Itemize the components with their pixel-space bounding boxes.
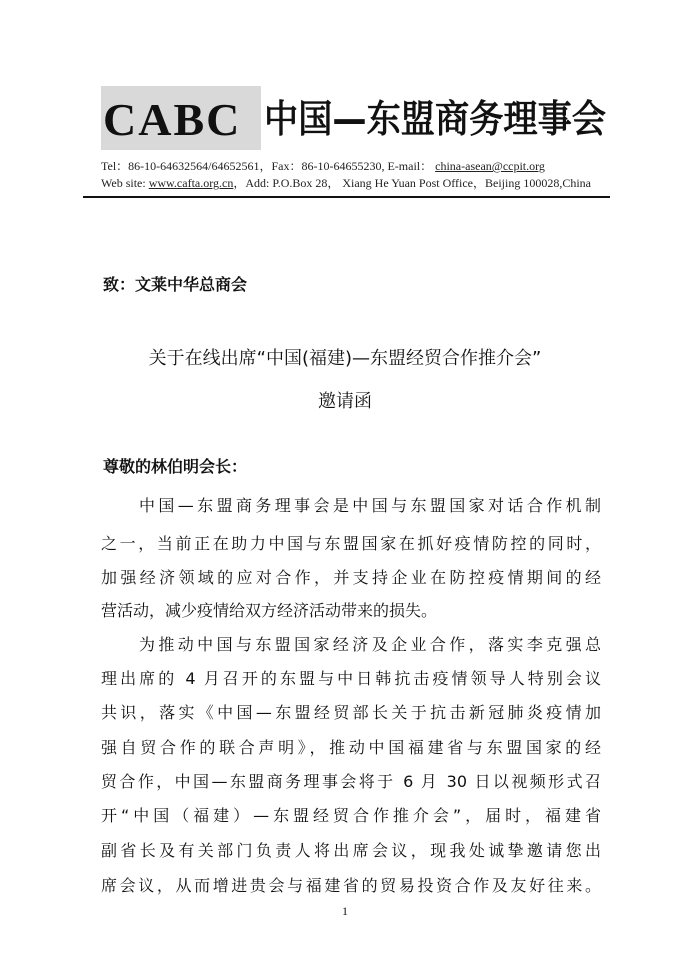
web-label: Web site: (101, 176, 149, 190)
body-line: 中国—东盟商务理事会是中国与东盟国家对话合作机制 (139, 496, 601, 515)
contact-line-web (101, 175, 591, 191)
body-line: 共识，落实《中国—东盟经贸部长关于抗击新冠肺炎疫情加 (101, 703, 601, 722)
body-line: 为推动中国与东盟国家经济及企业合作，落实李克强总 (139, 635, 601, 654)
body-line: 贸合作，中国—东盟商务理事会将于 6 月 30 日以视频形式召 (101, 772, 601, 791)
contact-line-tel (101, 158, 545, 174)
body-line: 强自贸合作的联合声明》，推动中国福建省与东盟国家的经 (101, 738, 601, 757)
website-link[interactable]: www.cafta.org.cn (148, 176, 234, 190)
letterhead-divider (83, 196, 610, 198)
cabc-logo: CABC (103, 94, 242, 145)
recipient: 致：文莱中华总商会 (103, 275, 248, 294)
body-line: 之一，当前正在助力中国与东盟国家在抓好疫情防控的同时， (101, 534, 601, 553)
body-line: 理出席的 4 月召开的东盟与中日韩抗击疫情领导人特别会议 (101, 669, 601, 688)
salutation: 尊敬的林伯明会长： (103, 457, 248, 476)
address-text: ，Add: P.O.Box 28， Xiang He Yuan Post Office，Beijing 100028,China (233, 176, 591, 190)
tel-fax-text: Tel：86-10-64632564/64652561，Fax：86-10-64655230, E-mail： (101, 159, 433, 173)
organization-name: 中国—东盟商务理事会 (264, 97, 607, 141)
email-link[interactable]: china-asean@ccpit.org (435, 159, 545, 173)
body-line: 加强经济领域的应对合作，并支持企业在防控疫情期间的经 (101, 568, 601, 587)
body-line: 副省长及有关部门负责人将出席会议，现我处诚挚邀请您出 (101, 841, 601, 860)
document-title-line2: 邀请函 (318, 391, 372, 412)
body-line: 开“中国（福建）—东盟经贸合作推介会”，届时，福建省 (101, 806, 601, 825)
page-number: 1 (342, 904, 348, 918)
body-line: 席会议，从而增进贵会与福建省的贸易投资合作及友好往来。 (101, 876, 601, 895)
document-title-line1: 关于在线出席“中国(福建)—东盟经贸合作推介会” (148, 348, 542, 369)
body-line: 营活动，减少疫情给双方经济活动带来的损失。 (101, 601, 438, 620)
